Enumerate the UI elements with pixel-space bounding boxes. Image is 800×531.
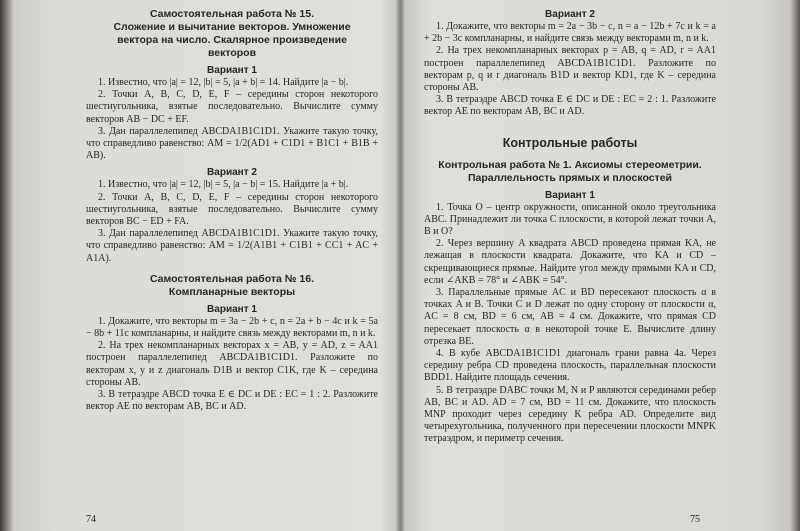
task-3-1: 1. Докажите, что векторы m = 3a − 2b + c, n = 2a + b − 4c и k = 5a − 8b + 11c компланарны, и найдите связь между векторами m, n и k. <box>86 315 378 340</box>
heading-kr1: Контрольная работа № 1. Аксиомы стереометрии. Параллельность прямых и плоскостей <box>438 158 702 184</box>
task-4-3: 3. В тетраэдре ABCD точка E ∈ DC и DE : EC = 2 : 1. Разложите вектор AE по векторам AB, BC и AD. <box>424 94 716 118</box>
variant-1-label-kr1: Вариант 1 <box>545 189 595 201</box>
task-2-1: 1. Известно, что |a| = 12, |b| = 5, |a − b| = 15. Найдите |a + b|. <box>98 179 349 191</box>
heading-sr16-topic: Компланарные векторы <box>168 285 296 298</box>
task-3-3: 3. В тетраэдре ABCD точка E ∈ DC и DE : EC = 1 : 2. Разложите вектор AE по векторам AB, BC и AD. <box>86 389 378 413</box>
left-page <box>86 0 378 531</box>
heading-control-works: Контрольные работы <box>502 135 638 150</box>
task-3-2: 2. На трех некомпланарных векторах x = AB, y = AD, z = AA1 построен параллелепипед ABCDA1B1C1D1. Разложите по векторам x, y и z диагональ D1B и вектор C1K, где K – середина стороны AB. <box>86 340 378 388</box>
question-3: 3. Параллельные прямые AC и BD пересекают плоскость α в точках A и B. Точки C и D лежат по одну сторону от плоскости α, AC = 8 см, BD = 6 см, AB = 4 см. Докажите, что прямая CD пересекает плоскость α в некоторой точке E. Вычислите длину отрезка BE. <box>424 287 716 347</box>
variant-2-label-sr16: Вариант 2 <box>545 9 595 20</box>
task-4-1: 1. Докажите, что векторы m = 2a − 3b − c, n = a − 12b + 7c и k = a + 2b − 3c компланарны, и найдите связь между векторами m, n и k. <box>424 21 716 45</box>
task-1-1: 1. Известно, что |a| = 12, |b| = 5, |a + b| = 14. Найдите |a − b|. <box>98 77 349 88</box>
question-1: 1. Точка O – центр окружности, описанной около треугольника ABC. Принадлежит ли точка C плоскости, в которой лежат точки A, B и O? <box>424 201 716 238</box>
variant-1-label-sr16: Вариант 1 <box>207 303 257 315</box>
heading-sr15: Самостоятельная работа № 15. <box>149 8 315 20</box>
question-5: 5. В тетраэдре DABC точки M, N и P являются серединами ребер AB, BC и AD. AD = 7 см, BD = 11 см. Докажите, что плоскость MNP проходит через середину K ребра AD. Определите вид четырехугольника, полученного при пересечении плоскости MNPK тетраэдром, и периметр сечения. <box>424 384 716 445</box>
question-2: 2. Через вершину A квадрата ABCD проведена прямая KA, не лежащая в плоскости квадрата. Докажите, что KA и CD – скрещивающиеся прямые. Найдите угол между прямыми KA и CD, если ∠AKB = 78° и ∠ABK = 54°. <box>424 238 716 286</box>
task-2-2: 2. Точки A, B, C, D, E, F – середины сторон некоторого шестиугольника, взятые последовательно. Вычислите сумму векторов BC − ED + FA. <box>86 191 378 228</box>
task-1-3: 3. Дан параллелепипед ABCDA1B1C1D1. Укажите такую точку, что справедливо равенство: AM = 1/2(AD1 + C1D1 + B1C1 + B1B + AB). <box>86 125 378 162</box>
book-fold <box>396 0 404 531</box>
variant-1-label: Вариант 1 <box>207 65 257 76</box>
task-2-3: 3. Дан параллелепипед ABCDA1B1C1D1. Укажите такую точку, что справедливо равенство: AM = 1/2(A1B1 + C1B1 + CC1 + AC + A1A). <box>86 228 378 264</box>
question-4: 4. В кубе ABCDA1B1C1D1 диагональ грани равна 4a. Через середину ребра CD проведена плоскость, параллельная плоскости BDD1. Найдите площадь сечения. <box>424 348 716 384</box>
page-number-left: 74 <box>86 514 96 525</box>
page-number-right: 75 <box>690 514 700 525</box>
task-4-2: 2. На трех некомпланарных векторах p = AB, q = AD, r = AA1 построен параллелепипед ABCDA1B1C1D1. Разложите по векторам p, q и r диагональ B1D и вектор KD1, где K – середина стороны AB. <box>424 45 716 94</box>
heading-sr16: Самостоятельная работа № 16. <box>149 272 315 285</box>
heading-sr15-topic: Сложение и вычитание векторов. Умножение вектора на число. Скалярное произведение векторов <box>113 21 351 59</box>
right-page <box>424 0 716 531</box>
variant-2-label: Вариант 2 <box>207 167 257 179</box>
task-1-2: 2. Точки A, B, C, D, E, F – середины сторон некоторого шестиугольника, взятые последовательно. Вычислите сумму векторов AB − DC + EF. <box>86 89 378 125</box>
